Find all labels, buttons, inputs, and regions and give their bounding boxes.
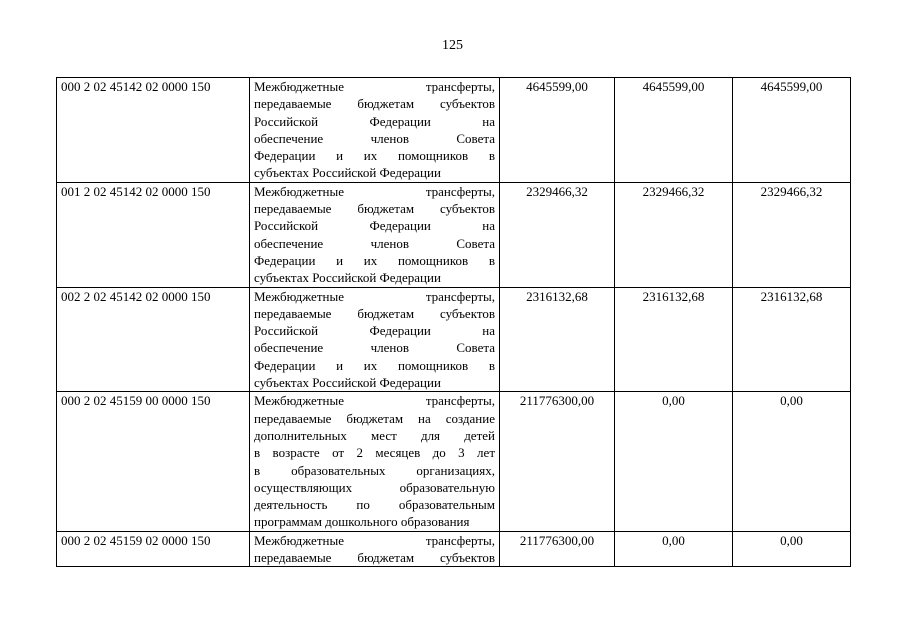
description-line: передаваемые бюджетам субъектов (254, 305, 495, 321)
description-cell (250, 392, 500, 531)
description-line: обеспечение членов Совета (254, 130, 495, 146)
description-line: Межбюджетные трансферты, (254, 288, 495, 304)
description-line: осуществляющих образовательную (254, 479, 495, 495)
description-line: передаваемые бюджетам субъектов (254, 96, 495, 112)
amount-cell-1: 4645599,00 (500, 78, 615, 183)
description-line: дополнительных мест для детей (254, 427, 495, 443)
table-row (57, 287, 851, 392)
budget-code-cell: 001 2 02 45142 02 0000 150 (57, 182, 250, 287)
description-cell (250, 78, 500, 183)
budget-table (56, 77, 851, 567)
page-number: 125 (442, 38, 463, 53)
budget-table-body (57, 78, 851, 567)
amount-cell-1: 211776300,00 (500, 392, 615, 531)
description-line: Межбюджетные трансферты, (254, 79, 495, 94)
amount-cell-2: 2329466,32 (615, 182, 733, 287)
budget-code-cell: 002 2 02 45142 02 0000 150 (57, 287, 250, 392)
description-line: в образовательных организациях, (254, 462, 495, 478)
description-line: программам дошкольного образования (254, 514, 470, 530)
amount-cell-2: 0,00 (615, 392, 733, 531)
budget-code-cell: 000 2 02 45159 02 0000 150 (57, 531, 250, 567)
amount-cell-3: 4645599,00 (733, 78, 851, 183)
description-line: Межбюджетные трансферты, (254, 183, 495, 199)
budget-code-cell: 000 2 02 45142 02 0000 150 (57, 78, 250, 183)
amount-cell-2: 4645599,00 (615, 78, 733, 183)
budget-code-cell: 000 2 02 45159 00 0000 150 (57, 392, 250, 531)
description-line: Межбюджетные трансферты, (254, 393, 495, 409)
amount-cell-3: 2316132,68 (733, 287, 851, 392)
description-line: Российской Федерации на (254, 323, 495, 339)
table-row (57, 531, 851, 567)
description-line: передаваемые бюджетам на создание (254, 410, 495, 426)
amount-cell-2: 2316132,68 (615, 287, 733, 392)
description-line: деятельность по образовательным (254, 497, 495, 513)
amount-cell-3: 2329466,32 (733, 182, 851, 287)
description-line: обеспечение членов Совета (254, 340, 495, 356)
amount-cell-3: 0,00 (733, 392, 851, 531)
amount-cell-1: 2316132,68 (500, 287, 615, 392)
table-row (57, 78, 851, 183)
amount-cell-2: 0,00 (615, 531, 733, 567)
description-line: субъектах Российской Федерации (254, 165, 441, 181)
description-cell (250, 182, 500, 287)
description-line: субъектах Российской Федерации (254, 375, 441, 391)
description-line: Федерации и их помощников в (254, 148, 495, 164)
description-line: обеспечение членов Совета (254, 235, 495, 251)
description-line: субъектах Российской Федерации (254, 270, 441, 286)
description-cell (250, 531, 500, 567)
description-line: Российской Федерации на (254, 218, 495, 234)
description-cell (250, 287, 500, 392)
description-line: в возрасте от 2 месяцев до 3 лет (254, 445, 495, 461)
amount-cell-1: 211776300,00 (500, 531, 615, 567)
table-row (57, 182, 851, 287)
description-line: передаваемые бюджетам субъектов (254, 550, 495, 566)
description-line: передаваемые бюджетам субъектов (254, 201, 495, 217)
description-line: Российской Федерации на (254, 113, 495, 129)
description-line: Межбюджетные трансферты, (254, 532, 495, 548)
description-line: Федерации и их помощников в (254, 252, 495, 268)
amount-cell-3: 0,00 (733, 531, 851, 567)
table-row (57, 392, 851, 531)
description-line: Федерации и их помощников в (254, 357, 495, 373)
amount-cell-1: 2329466,32 (500, 182, 615, 287)
